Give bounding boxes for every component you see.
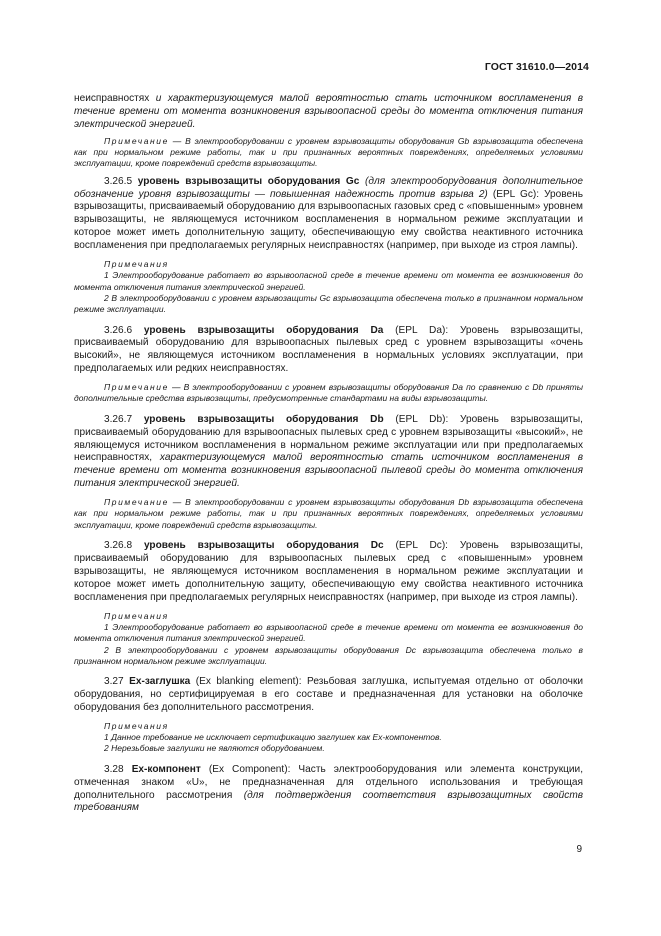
definition-ex-component: (Ex Component): Часть электрооборудования или элемента конструкции, отмеченная знаком «U», не предназначенная для отдельного использования и требующая дополнительного рассмотрения [74, 763, 583, 801]
section-number: 3.26.7 [104, 413, 144, 425]
note-gc-item-1: 1 Электрооборудование работает во взрывоопасной среде в течение времени от момента ее возникновения до момента отключения питания электрической энергией. [74, 270, 583, 292]
note-da [74, 382, 583, 405]
section-3-26-5 [74, 176, 583, 253]
definition-ex-component-italic: (для подтверждения соответствия взрывозащитных свойств требованиям [74, 789, 584, 814]
section-number: 3.28 [104, 763, 132, 775]
section-3-26-6 [74, 325, 583, 377]
page-number: 9 [576, 844, 582, 855]
note-da-label: Примечание [104, 382, 169, 393]
page-content [74, 93, 583, 815]
term-ex-component: Ex-компонент [131, 763, 201, 775]
note-dc-item-1: 1 Электрооборудование работает во взрывоопасной среде в течение времени от момента ее возникновения до момента отключения питания электрической энергией. [74, 621, 583, 644]
note-blank-item-1: 1 Данное требование не исключает сертификацию заглушек как Ex-компонентов. [104, 732, 442, 743]
section-number: 3.26.8 [104, 540, 144, 552]
definition-da: (EPL Da): Уровень взрывозащиты, присваиваемый оборудованию для взрывоопасных пылевых сред с уровнем взрывозащиты «очень высокий», не являющемуся источником воспламенения в нормальных условиях эксплуатации, при предполагаемых или редких неисправностях. [74, 324, 584, 375]
section-3-26-7 [74, 414, 583, 491]
section-3-28 [74, 764, 583, 816]
section-number: 3.26.5 [104, 175, 138, 187]
standard-header: ГОСТ 31610.0—2014 [484, 61, 589, 73]
section-number: 3.26.6 [104, 324, 144, 336]
definition-dc: (EPL Dc): Уровень взрывозащиты, присваиваемый оборудованию для взрывоопасных пылевых сред с «повышенным» уровнем взрывозащиты, не являющемуся источником воспламенения в нормальном режиме эксплуатации и которое может иметь дополнительную защиту, обеспечивающую ему свойства неактивного источника воспламенения при предполагаемых регулярных неисправностях (например, при выходе из строя лампы). [74, 540, 584, 603]
intro-paragraph [74, 93, 583, 132]
term-da: уровень взрывозащиты оборудования Da [143, 324, 384, 336]
notes-blank-label: Примечания [104, 720, 169, 731]
section-number: 3.27 [104, 676, 130, 688]
note-da-text: — В электрооборудовании с уровнем взрывозащиты оборудования Da по сравнению с Db приняты дополнительные средства взрывозащиты, предусмотренные стандартами на виды взрывозащиты. [74, 382, 583, 404]
note-db-label: Примечание [104, 497, 169, 508]
term-db: уровень взрывозащиты оборудования Db [143, 413, 384, 425]
definition-db-italic: характеризующемуся малой вероятностью стать источником воспламенения в течение времени от момента возникновения взрывоопасной пылевой среды до момента отключения питания электрической энергией. [74, 452, 583, 490]
term-ex-blanking: Ex-заглушка [129, 676, 191, 688]
definition-db: (EPL Db): Уровень взрывозащиты, присваиваемый оборудованию для взрывоопасных пылевых сред с уровнем взрывозащиты «высокий», не являющемуся источником воспламенения в нормальном режиме эксплуатации или при предполагаемых неисправностях, [74, 413, 583, 464]
note-db-text: — В электрооборудовании с уровнем взрывозащиты оборудования Db взрывозащита обеспечена как при нормальном режиме работы, так и при признанных вероятных повреждениях, определяемых условиями эксплуатации, кроме повреждений средств взрывозащиты. [74, 497, 583, 530]
note-dc-item-2: 2 В электрооборудовании с уровнем взрывозащиты оборудования Dc взрывозащита обеспечена только в признанном нормальном режиме эксплуатации. [74, 644, 583, 666]
notes-dc-label: Примечания [104, 610, 169, 621]
definition-ex-blanking: (Ex blanking element): Резьбовая заглушка, испытуемая отдельно от оболочки оборудования, но сертифицируемая в его составе и предназначенная для установки на оболочке оборудования без дополнительного рассмотрения. [74, 676, 583, 713]
term-gc: уровень взрывозащиты оборудования Gc [137, 175, 360, 187]
note-db [74, 497, 583, 531]
note-gc-item-2: 2 В электрооборудовании с уровнем взрывозащиты Gc взрывозащита обеспечена только в признанном нормальном режиме эксплуатации. [74, 292, 583, 315]
term-dc: уровень взрывозащиты оборудования Dc [143, 540, 384, 552]
intro-italic: и характеризующемуся малой вероятностью стать источником воспламенения в течение времени от момента возникновения взрывоопасной среды до момента отключения питания электрической энергией. [74, 93, 583, 130]
section-3-27 [74, 676, 583, 715]
note-gb [74, 136, 583, 170]
term-gc-italic: (для электрооборудования дополнительное обозначение уровня взрывозащиты — повышенная надежность против взрыва 2) [74, 175, 584, 200]
notes-gc-label: Примечания [104, 259, 169, 270]
note-gb-label: Примечание [104, 135, 169, 146]
note-gb-text: — В электрооборудовании с уровнем взрывозащиты оборудования Gb взрывозащита обеспечена как при нормальном режиме работы, так и при признанных вероятных повреждениях, определяемых условиями эксплуатации, кроме повреждений средств взрывозащиты. [74, 135, 583, 169]
definition-gc: (EPL Gc): Уровень взрывозащиты, присваиваемый оборудованию для взрывоопасных газовых сред с «повышенным» уровнем взрывозащиты, не являющемуся источником воспламенения в нормальном режиме эксплуатации и которое может иметь дополнительную защиту, обеспечивающую ему свойства неактивного источника воспламенения при предполагаемых регулярных неисправностях (например, при выходе из строя лампы). [74, 188, 583, 252]
note-blank-item-2: 2 Нерезьбовые заглушки не являются оборудованием. [104, 743, 325, 754]
section-3-26-8 [74, 540, 583, 605]
intro-text: неисправностях [74, 93, 156, 104]
